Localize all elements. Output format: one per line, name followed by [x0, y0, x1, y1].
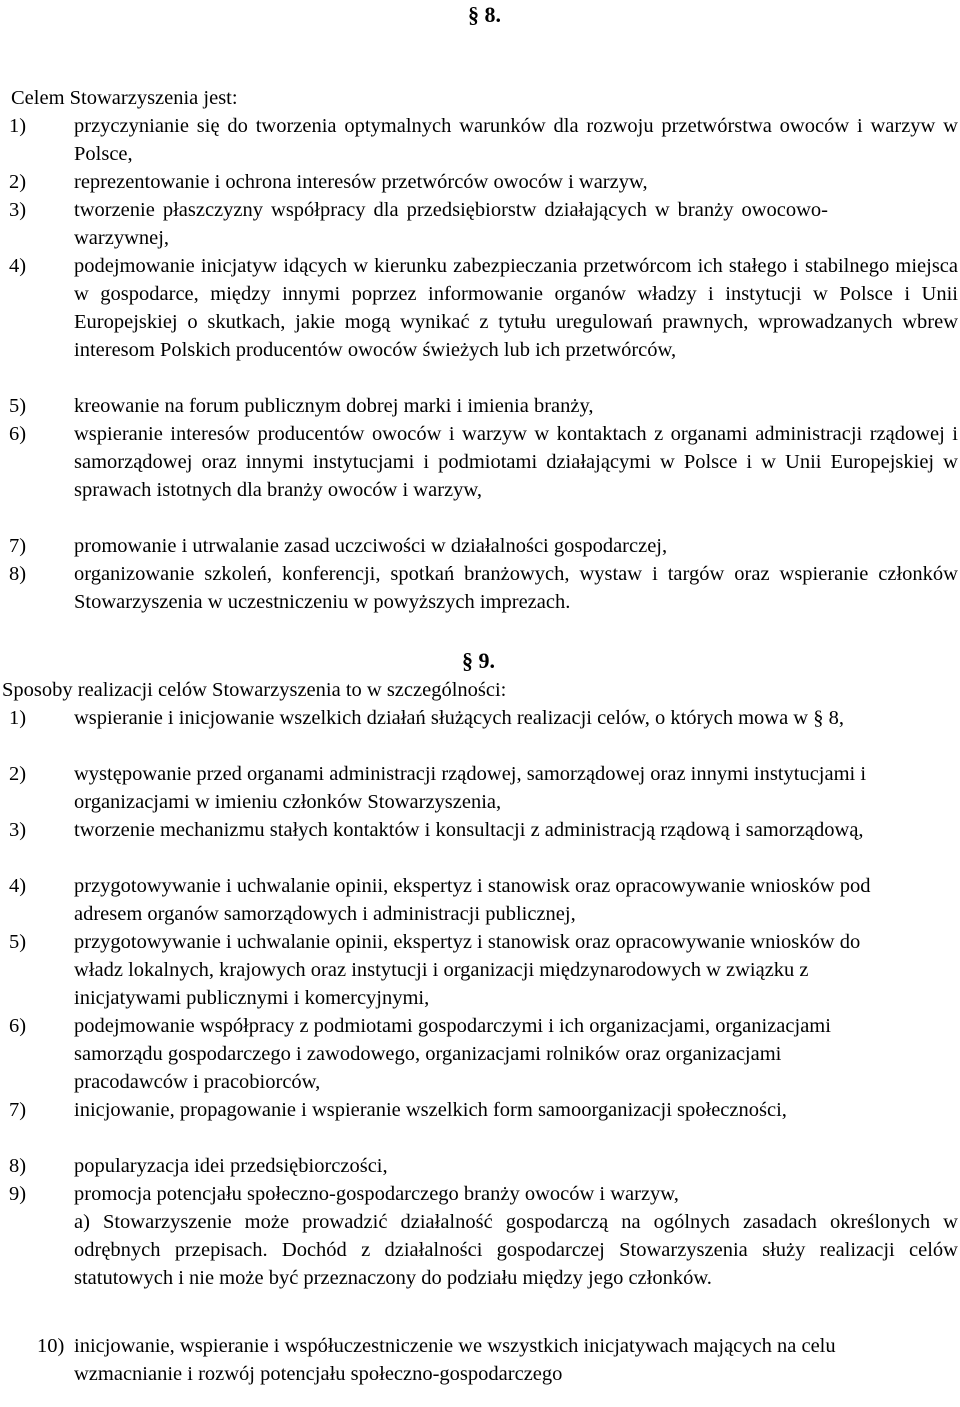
- item-number: 4): [9, 875, 27, 897]
- item-text: kreowanie na forum publicznym dobrej marki i imienia branży,: [74, 395, 594, 417]
- section-9-item-5: [0, 928, 958, 1012]
- section-8-item-3: [0, 196, 958, 252]
- item-number: 8): [9, 563, 27, 585]
- item-text: podejmowanie współpracy z podmiotami gospodarczymi i ich organizacjami, organizacjami samorządu gospodarczego i zawodowego, organizacjami rolników oraz organizacjami pracodawców i pracobiorców,: [74, 1015, 831, 1093]
- item-text: tworzenie płaszczyzny współpracy dla przedsiębiorstw działających w branży owocowo-warzywnej,: [74, 199, 828, 249]
- section-8-item-2: [0, 168, 958, 196]
- item-text: wspieranie interesów producentów owoców i warzyw w kontaktach z organami administracji rządowej i samorządowej oraz innymi instytucjami i podmiotami działającymi w Polsce i w Unii Europejskiej w sprawach istotnych dla branży owoców i warzyw,: [74, 423, 958, 501]
- item-text: organizowanie szkoleń, konferencji, spotkań branżowych, wystaw i targów oraz wspieranie członków Stowarzyszenia w uczestniczeniu w powyższych imprezach.: [74, 563, 958, 613]
- item-number: 3): [9, 819, 27, 841]
- item-text: przygotowywanie i uchwalanie opinii, ekspertyz i stanowisk oraz opracowywanie wniosków pod adresem organów samorządowych i administracji publicznej,: [74, 875, 871, 925]
- item-number: 2): [9, 171, 27, 193]
- section-9-item-3: [0, 816, 958, 872]
- section-8-item-5: [0, 392, 958, 420]
- section-9-heading: § 9.: [462, 648, 495, 673]
- item-text: przygotowywanie i uchwalanie opinii, ekspertyz i stanowisk oraz opracowywanie wniosków do władz lokalnych, krajowych oraz instytucji i organizacji międzynarodowych w związku z inicjatywami publicznymi i komercyjnymi,: [74, 931, 861, 1009]
- item-text: przyczynianie się do tworzenia optymalnych warunków dla rozwoju przetwórstwa owoców i warzyw w Polsce,: [74, 115, 958, 165]
- section-8-list: [0, 112, 958, 616]
- item-number: 7): [9, 1099, 27, 1121]
- section-8-heading: § 8.: [468, 2, 501, 27]
- item-number: 7): [9, 535, 27, 557]
- section-9-item-4: [0, 872, 958, 928]
- item-number: 8): [9, 1155, 27, 1177]
- section-8-intro: Celem Stowarzyszenia jest:: [11, 87, 238, 109]
- item-number: 5): [9, 395, 27, 417]
- section-8-item-8: [0, 560, 958, 616]
- item-number: 1): [9, 707, 27, 729]
- section-9-item-1: [0, 704, 958, 760]
- section-9-list: [0, 704, 958, 1388]
- item-text: reprezentowanie i ochrona interesów przetwórców owoców i warzyw,: [74, 171, 648, 193]
- item-text: podejmowanie inicjatyw idących w kierunku zabezpieczania przetwórcom ich stałego i stabilnego miejsca w gospodarce, między innymi poprzez informowanie organów władzy i instytucji w Polsce i Unii Europejskiej o skutkach, jakie mogą wynikać z tytułu uregulowań prawnych, wprowadzanych wbrew interesom Polskich producentów owoców świeżych lub ich przetwórców,: [74, 255, 958, 361]
- section-9-intro: Sposoby realizacji celów Stowarzyszenia to w szczególności:: [2, 679, 507, 701]
- section-8-item-1: [0, 112, 958, 168]
- section-9-item-6: [0, 1012, 958, 1096]
- item-number: 1): [9, 115, 27, 137]
- item-text: wspieranie i inicjowanie wszelkich działań służących realizacji celów, o których mowa w § 8,: [74, 707, 844, 729]
- section-8-item-6: [0, 420, 958, 532]
- item-number: 9): [9, 1183, 27, 1205]
- item-text: promowanie i utrwalanie zasad uczciwości w działalności gospodarczej,: [74, 535, 668, 557]
- item-number: 10): [37, 1335, 65, 1357]
- section-9-item-2: [0, 760, 958, 816]
- section-9-item-8: [0, 1152, 958, 1180]
- section-8-item-7: [0, 532, 958, 560]
- item-number: 4): [9, 255, 27, 277]
- item-text: inicjowanie, wspieranie i współuczestniczenie we wszystkich inicjatywach mających na celu wzmacnianie i rozwój potencjału społeczno-gospodarczego: [74, 1335, 836, 1385]
- item-text: inicjowanie, propagowanie i wspieranie wszelkich form samoorganizacji społeczności,: [74, 1099, 787, 1121]
- item-text: występowanie przed organami administracji rządowej, samorządowej oraz innymi instytucjami i organizacjami w imieniu członków Stowarzyszenia,: [74, 763, 867, 813]
- section-8-item-4: [0, 252, 958, 392]
- section-9-subitem-a: a) Stowarzyszenie może prowadzić działalność gospodarczą na ogólnych zasadach określonych w odrębnych przepisach. Dochód z działalności gospodarczej Stowarzyszenia służy realizacji celów statutowych i nie może być przeznaczony do podziału między jego członków.: [74, 1211, 958, 1289]
- item-number: 3): [9, 199, 27, 221]
- section-9-item-7: [0, 1096, 958, 1152]
- item-number: 6): [9, 1015, 27, 1037]
- item-number: 5): [9, 931, 27, 953]
- item-text: tworzenie mechanizmu stałych kontaktów i konsultacji z administracją rządową i samorządową,: [74, 819, 864, 841]
- section-9-item-9: [0, 1180, 958, 1208]
- section-9-item-10: [0, 1332, 958, 1388]
- item-text: promocja potencjału społeczno-gospodarczego branży owoców i warzyw,: [74, 1183, 679, 1205]
- item-number: 2): [9, 763, 27, 785]
- item-number: 6): [9, 423, 27, 445]
- item-text: popularyzacja idei przedsiębiorczości,: [74, 1155, 388, 1177]
